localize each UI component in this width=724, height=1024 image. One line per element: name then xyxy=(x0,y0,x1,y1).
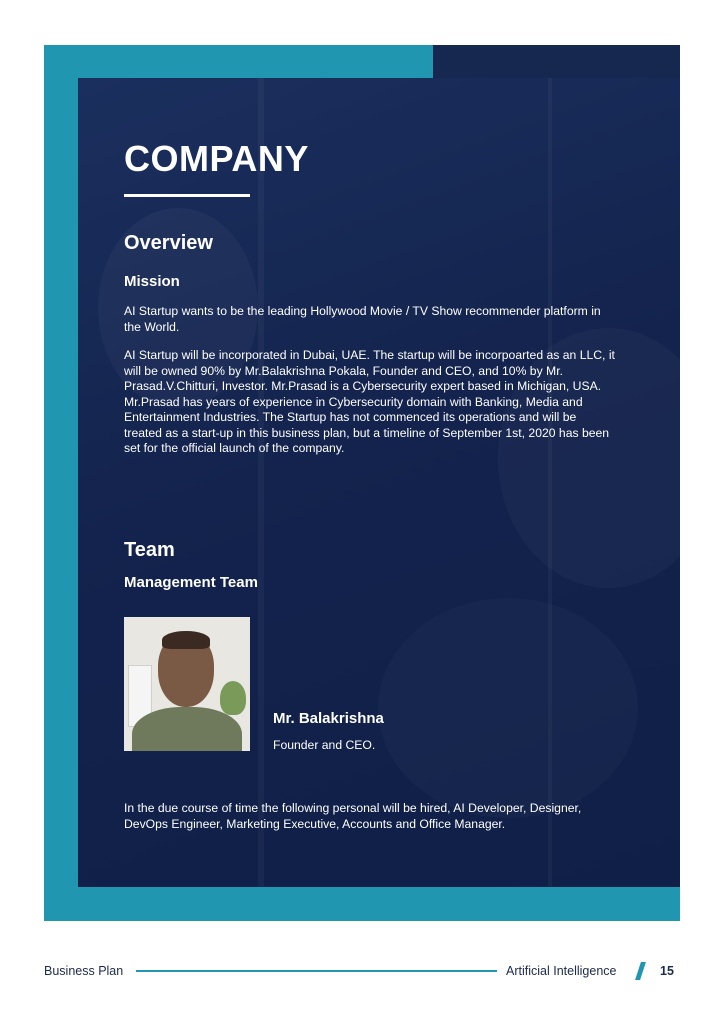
title-underline xyxy=(124,194,250,197)
person-hair-shape xyxy=(162,631,210,649)
footer-divider xyxy=(136,970,497,972)
plant-shape xyxy=(220,681,246,715)
footer-left-label: Business Plan xyxy=(44,964,124,978)
page-title: COMPANY xyxy=(124,138,309,179)
overview-heading: Overview xyxy=(124,232,213,254)
management-team-heading: Management Team xyxy=(124,574,258,591)
mission-heading: Mission xyxy=(124,273,180,290)
background-photo-bar xyxy=(548,78,552,887)
mission-paragraph: AI Startup wants to be the leading Hollywood Movie / TV Show recommender platform in the World. xyxy=(124,304,601,334)
footer-slash-icon xyxy=(635,962,646,980)
background-photo-bar xyxy=(258,78,264,887)
member-role: Founder and CEO. xyxy=(273,738,376,752)
dark-content-panel xyxy=(78,78,680,887)
hiring-paragraph: In the due course of time the following personal will be hired, AI Developer, Designer, DevOps Engineer, Marketing Executive, Accounts and Office Manager. xyxy=(124,801,582,831)
person-body-shape xyxy=(132,707,242,751)
team-heading: Team xyxy=(124,539,175,561)
dark-corner-block xyxy=(433,45,680,79)
member-name: Mr. Balakrishna xyxy=(273,710,384,727)
page-number: 15 xyxy=(660,964,674,978)
background-photo-shape xyxy=(378,598,638,818)
footer-right-label: Artificial Intelligence xyxy=(506,964,617,978)
founder-photo xyxy=(124,617,250,751)
incorporation-paragraph: AI Startup will be incorporated in Dubai, UAE. The startup will be incorpoarted as an LLC, it will be owned 90% by Mr.Balakrishna Pokala, Founder and CEO, and 10% by Mr. Prasad.V.Chitturi, Investor. Mr.Prasad is a Cybersecurity expert based in Michigan, USA. Mr.Prasad has years of experience in Cybersecurity domain with Banking, Media and Entertainment Industries. The Startup has not commenced its operations and will be treated as a start-up in this business plan, but a timeline of September 1st, 2020 has been set for the official launch of the company. xyxy=(124,348,615,455)
